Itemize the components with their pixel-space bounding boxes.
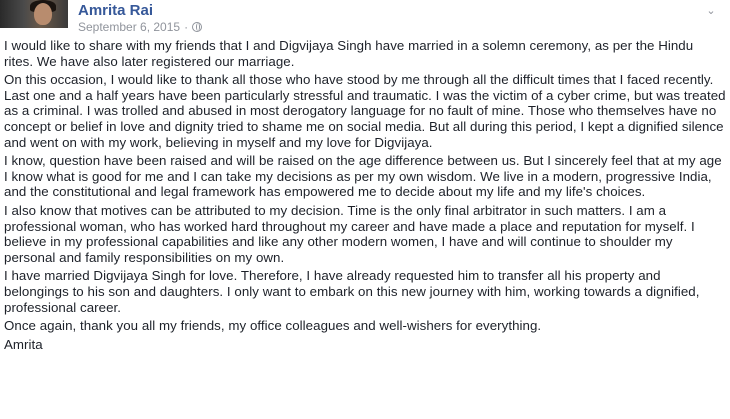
post-paragraph-5: I have married Digvijaya Singh for love. Therefore, I have already requested him to transfer all his property and belongings to his son and daughters. I only want to embark on this new journey with him, working towards a dignified, professional career. <box>4 268 700 315</box>
avatar[interactable] <box>0 0 68 28</box>
post-meta <box>78 20 202 34</box>
globe-icon[interactable] <box>192 22 202 32</box>
post-body <box>4 38 726 355</box>
post-paragraph-6: Once again, thank you all my friends, my office colleagues and well-wishers for everything. <box>4 318 542 334</box>
post-paragraph-4: I also know that motives can be attributed to my decision. Time is the only final arbitrator in such matters. I am a professional woman, who has worked hard throughout my career and have made a place and reputation for myself. I believe in my professional capabilities and like any other modern women, I have and will continue to shoulder my personal and family responsibilities on my own. <box>4 202 695 265</box>
post-paragraph-3: I know, question have been raised and will be raised on the age difference between us. But I sincerely feel that at my age I know what is good for me and I can take my decisions as per my own wisdom. We live in a modern, progressive India, and the constitutional and legal framework has empowered me to decide about my life and my life's choices. <box>4 153 722 200</box>
post-signature: Amrita <box>4 336 43 352</box>
post-paragraph-1: I would like to share with my friends that I and Digvijaya Singh have married in a solemn ceremony, as per the Hindu rites. We have also later registered our marriage. <box>4 38 694 69</box>
chevron-down-icon[interactable]: ⌄ <box>706 5 716 17</box>
post-date[interactable]: September 6, 2015 <box>78 20 181 34</box>
post-paragraph-2: On this occasion, I would like to thank all those who have stood by me through all the difficult times that I faced recently. Last one and a half years have been particularly stressful and traumatic. I was the victim of a cyber crime, but was treated as a criminal. I was trolled and abused in most derogatory language for no fault of mine. Those who themselves have no concept or belief in love and dignity tried to shame me on social media. But all during this period, I kept a dignified silence and went on with my work, believing in myself and my love for Digvijaya. <box>4 72 726 150</box>
avatar-face <box>34 3 52 25</box>
post-header <box>0 0 730 36</box>
meta-separator: · <box>184 20 189 34</box>
author-name-link[interactable]: Amrita Rai <box>78 2 154 19</box>
